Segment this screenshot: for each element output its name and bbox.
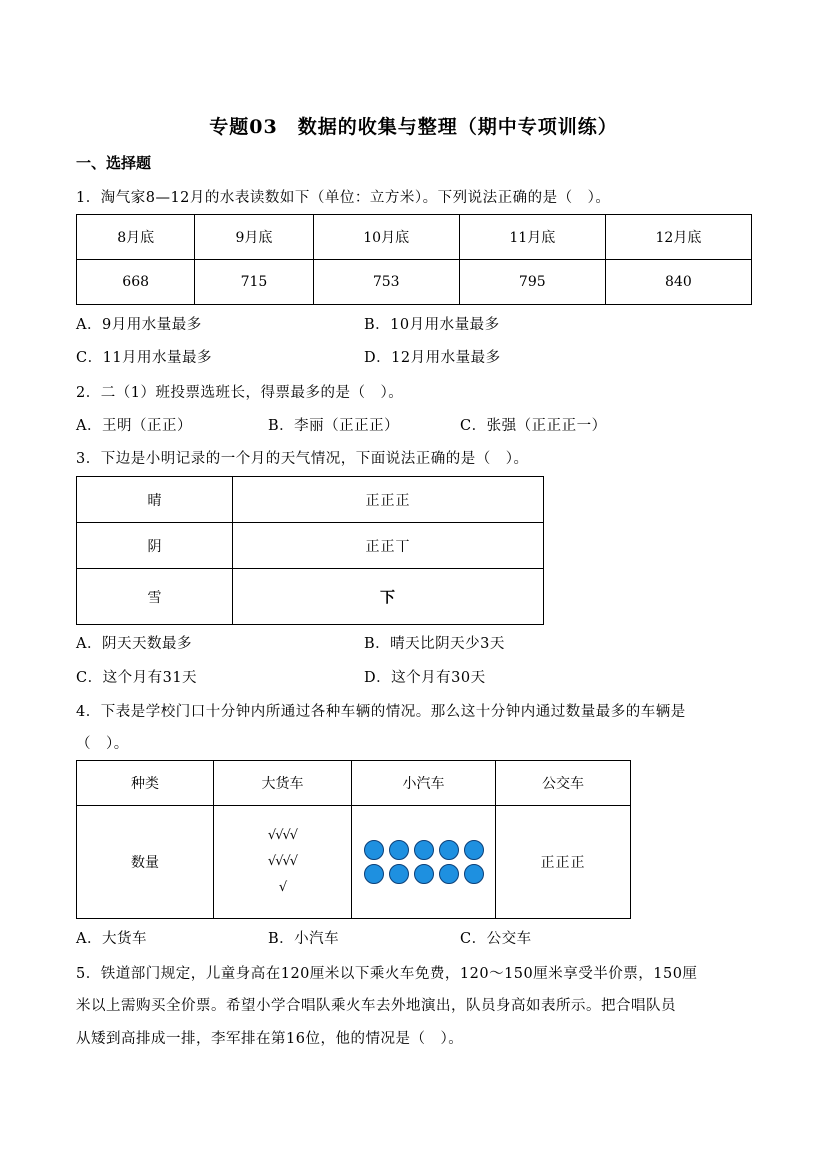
q4-option-a[interactable]: A．大货车: [76, 931, 147, 947]
q4-option-c[interactable]: C．公交车: [460, 931, 532, 947]
car-circle-icon: [439, 840, 459, 860]
table-header-cell: 种类: [77, 761, 214, 806]
table-header-cell: 10月底: [313, 215, 459, 260]
car-circle-icon: [414, 864, 434, 884]
q1-option-d[interactable]: D．12月用水量最多: [364, 350, 501, 366]
page-title: 专题03 数据的收集与整理（期中专项训练）: [209, 116, 618, 138]
q3-option-a[interactable]: A．阴天天数最多: [76, 636, 192, 652]
q3-option-d[interactable]: D．这个月有30天: [364, 670, 486, 686]
weather-label: 晴: [77, 477, 233, 523]
q3-option-c[interactable]: C．这个月有31天: [76, 670, 198, 686]
table-header-cell: 12月底: [605, 215, 751, 260]
water-meter-table: [76, 214, 752, 305]
car-circle-grid: [352, 840, 495, 884]
question-1-text: 1．淘气家8—12月的水表读数如下（单位：立方米）。下列说法正确的是（ ）。: [76, 190, 611, 206]
car-circles-cell: [352, 806, 496, 919]
bus-tally: 正正正: [496, 806, 631, 919]
table-header-cell: 8月底: [77, 215, 195, 260]
vehicle-table: [76, 760, 631, 919]
q2-option-b[interactable]: B．李丽（正正正）: [268, 418, 400, 434]
weather-table: [76, 476, 544, 625]
question-4-text-line2: （ ）。: [76, 736, 129, 752]
question-2-text: 2．二（1）班投票选班长，得票最多的是（ ）。: [76, 385, 404, 401]
car-circle-icon: [364, 840, 384, 860]
weather-tally: 正正丅: [233, 523, 544, 569]
row-label: 数量: [77, 806, 214, 919]
table-cell: 668: [77, 260, 195, 305]
q1-option-c[interactable]: C．11月用水量最多: [76, 350, 213, 366]
question-5-line3: 从矮到高排成一排，李军排在第16位，他的情况是（ ）。: [76, 1031, 464, 1047]
question-4-text-line1: 4．下表是学校门口十分钟内所通过各种车辆的情况。那么这十分钟内通过数量最多的车辆是: [76, 704, 686, 720]
question-5-line2: 米以上需购买全价票。希望小学合唱队乘火车去外地演出，队员身高如表所示。把合唱队员: [76, 998, 676, 1014]
table-header-cell: 11月底: [459, 215, 605, 260]
q4-option-b[interactable]: B．小汽车: [268, 931, 340, 947]
section-heading: 一、选择题: [76, 154, 152, 172]
check-mark-row: √: [278, 880, 287, 895]
weather-label: 雪: [77, 569, 233, 625]
question-5-line1: 5．铁道部门规定，儿童身高在120厘米以下乘火车免费，120～150厘米享受半价票，150厘: [76, 966, 698, 982]
table-cell: 753: [313, 260, 459, 305]
q3-option-b[interactable]: B．晴天比阴天少3天: [364, 636, 505, 652]
q2-option-a[interactable]: A．王明（正正）: [76, 418, 192, 434]
q1-option-a[interactable]: A．9月用水量最多: [76, 317, 202, 333]
truck-checks-cell: [214, 806, 352, 919]
car-circle-icon: [439, 864, 459, 884]
q2-option-c[interactable]: C．张强（正正正一）: [460, 418, 607, 434]
table-header-cell: 小汽车: [352, 761, 496, 806]
table-cell: 715: [195, 260, 313, 305]
car-circle-icon: [464, 840, 484, 860]
car-circle-icon: [414, 840, 434, 860]
weather-label: 阴: [77, 523, 233, 569]
car-circle-icon: [364, 864, 384, 884]
weather-tally: 下: [233, 569, 544, 625]
table-header-cell: 公交车: [496, 761, 631, 806]
check-mark-row: √√√√: [267, 828, 298, 843]
question-3-text: 3．下边是小明记录的一个月的天气情况，下面说法正确的是（ ）。: [76, 451, 529, 467]
check-mark-row: √√√√: [267, 854, 298, 869]
table-header-cell: 9月底: [195, 215, 313, 260]
table-cell: 795: [459, 260, 605, 305]
car-circle-icon: [389, 840, 409, 860]
q1-option-b[interactable]: B．10月用水量最多: [364, 317, 500, 333]
table-cell: 840: [605, 260, 751, 305]
weather-tally: 正正正: [233, 477, 544, 523]
table-header-cell: 大货车: [214, 761, 352, 806]
car-circle-icon: [464, 864, 484, 884]
car-circle-icon: [389, 864, 409, 884]
